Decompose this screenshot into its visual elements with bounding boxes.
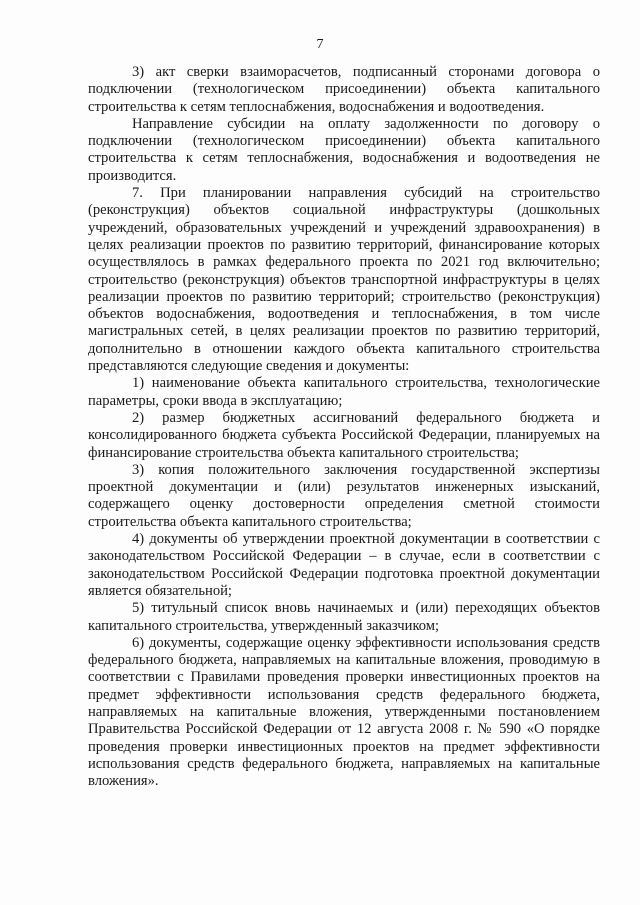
page-number: 7 xyxy=(316,37,324,52)
list-item-2: 2) размер бюджетных ассигнований федерального бюджета и консолидированного бюджета субъекта Российской Федерации, планируемых на финансирование строительства объекта капитального строительства; xyxy=(88,409,600,461)
document-body xyxy=(88,64,600,790)
paragraph-section-7: 7. При планировании направления субсидий на строительство (реконструкция) объектов социальной инфраструктуры (дошкольных учреждений, образовательных учреждений и учреждений здравоохранения) в целях реализации проектов по развитию территорий, финансирование которых осуществлялось в рамках федерального проекта по 2021 год включительно; строительство (реконструкция) объектов транспортной инфраструктуры в целях реализации проектов по развитию территорий; строительство (реконструкция) объектов водоснабжения, водоотведения и теплоснабжения, в том числе магистральных сетей, в целях реализации проектов по развитию территорий, дополнительно в отношении каждого объекта капитального строительства представляются следующие сведения и документы: xyxy=(88,185,600,375)
list-item-3: 3) копия положительного заключения государственной экспертизы проектной документации и (или) результатов инженерных изысканий, содержащего оценку достоверности определения сметной стоимости строительства объекта капитального строительства; xyxy=(88,461,600,530)
list-item-1: 1) наименование объекта капитального строительства, технологические параметры, сроки ввода в эксплуатацию; xyxy=(88,375,600,409)
paragraph-subsidy-debt-note: Направление субсидии на оплату задолженности по договору о подключении (технологическом присоединении) объекта капитального строительства к сетям теплоснабжения, водоснабжения и водоотведения не производится. xyxy=(88,115,600,184)
list-item-4: 4) документы об утверждении проектной документации в соответствии с законодательством Российской Федерации – в случае, если в соответствии с законодательством Российской Федерации подготовка проектной документации является обязательной; xyxy=(88,531,600,599)
list-item-5: 5) титульный список вновь начинаемых и (или) переходящих объектов капитального строительства, утвержденный заказчиком; xyxy=(88,600,600,634)
paragraph-item-3-reconciliation-act: 3) акт сверки взаиморасчетов, подписанный сторонами договора о подключении (технологическом присоединении) объекта капитального строительства к сетям теплоснабжения, водоснабжения и водоотведения. xyxy=(88,64,600,115)
list-item-6: 6) документы, содержащие оценку эффективности использования средств федерального бюджета, направляемых на капитальные вложения, проводимую в соответствии с Правилами проведения проверки инвестиционных проектов на предмет эффективности использования средств федерального бюджета, направляемых на капитальные вложения, утвержденными постановлением Правительства Российской Федерации от 12 августа 2008 г. № 590 «О порядке проведения проверки инвестиционных проектов на предмет эффективности использования средств федерального бюджета, направляемых на капитальные вложения». xyxy=(88,634,600,790)
